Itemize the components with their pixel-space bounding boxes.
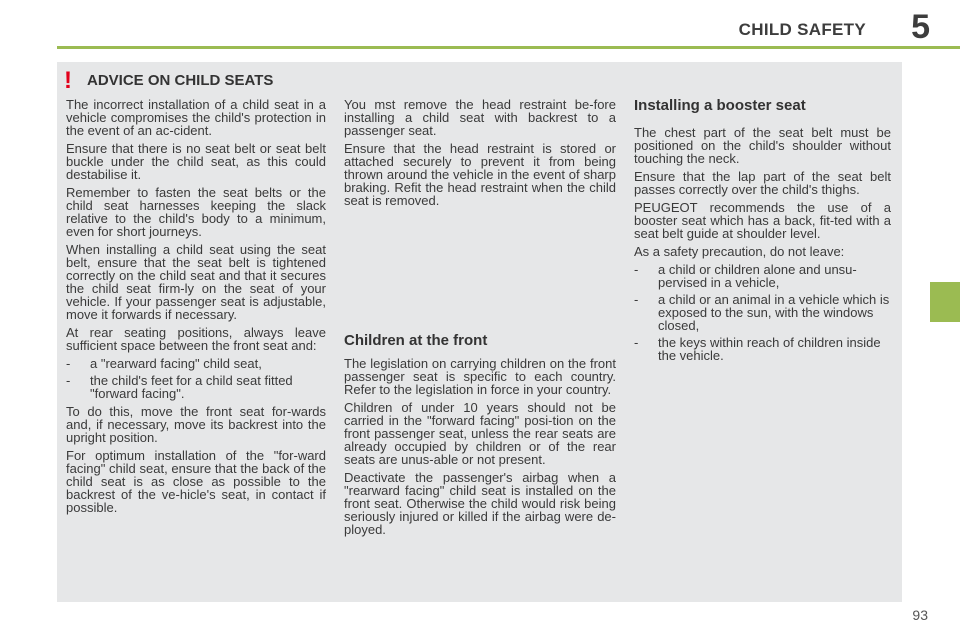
chapter-number: 5	[911, 8, 930, 46]
list-item: - the keys within reach of children inside the vehicle.	[634, 335, 881, 363]
column-left	[66, 98, 326, 519]
paragraph: Ensure that there is no seat belt or seat belt buckle under the child seat, as this could destabilise it.	[66, 141, 326, 182]
paragraph: To do this, move the front seat for-wards and, if necessary, move its backrest into the upright position.	[66, 404, 326, 445]
paragraph: The legislation on carrying children on the front passenger seat is specific to each country. Refer to the legislation in force in your country.	[344, 356, 616, 397]
list-dash: -	[66, 373, 71, 388]
page-number: 93	[912, 607, 928, 623]
chapter-title: CHILD SAFETY	[738, 20, 866, 39]
booster-seat-heading: Installing a booster seat	[634, 97, 806, 114]
list-item: - a child or an animal in a vehicle which is exposed to the sun, with the windows closed,	[634, 292, 890, 333]
list-dash: -	[634, 292, 639, 307]
booster-seat-section	[634, 126, 891, 367]
warning-icon: !	[64, 67, 72, 94]
paragraph: Ensure that the head restraint is stored or attached securely to prevent it from being thrown around the vehicle in the event of sharp braking. Refit the head restraint when the child seat is removed.	[344, 141, 616, 208]
children-front-heading: Children at the front	[344, 332, 488, 349]
header-rule	[57, 46, 960, 49]
children-front-section	[344, 357, 616, 541]
paragraph: Ensure that the lap part of the seat belt passes correctly over the child's thighs.	[634, 169, 891, 197]
list-dash: -	[634, 335, 639, 350]
paragraph: For optimum installation of the "for-ward facing" child seat, ensure that the back of the child seat is as close as possible to the backrest of the ve-hicle's seat, in contact if possible.	[66, 448, 326, 515]
rear-space-list	[66, 357, 326, 400]
chapter-side-tab	[930, 282, 960, 322]
list-dash: -	[634, 262, 639, 277]
paragraph: When installing a child seat using the seat belt, ensure that the seat belt is tightened correctly on the child seat and that it secures the child seat firm-ly on the seat of your vehicle. If your passenger seat is adjustable, move it forwards if necessary.	[66, 242, 326, 322]
paragraph: At rear seating positions, always leave sufficient space between the front seat and:	[66, 325, 326, 353]
column-middle	[344, 98, 616, 212]
do-not-leave-list	[634, 263, 891, 362]
section-title: ADVICE ON CHILD SEATS	[87, 72, 274, 89]
paragraph: As a safety precaution, do not leave:	[634, 244, 845, 259]
list-item: - a "rearward facing" child seat,	[66, 356, 262, 371]
list-item: - a child or children alone and unsu-pervised in a vehicle,	[634, 262, 857, 290]
paragraph: Deactivate the passenger's airbag when a "rearward facing" child seat is installed on the front seat. Otherwise the child would risk being seriously injured or killed if the airbag were de-ployed.	[344, 470, 616, 537]
paragraph: The chest part of the seat belt must be positioned on the child's shoulder without touching the neck.	[634, 125, 891, 166]
list-item: - the child's feet for a child seat fitted "forward facing".	[66, 373, 293, 401]
paragraph: You mst remove the head restraint be-fore installing a child seat with backrest to a passenger seat.	[344, 97, 616, 138]
paragraph: Remember to fasten the seat belts or the child seat harnesses keeping the slack relative to the child's body to a minimum, even for short journeys.	[66, 185, 326, 239]
paragraph: PEUGEOT recommends the use of a booster seat which has a back, fit-ted with a seat belt guide at shoulder level.	[634, 200, 891, 241]
list-dash: -	[66, 356, 71, 371]
paragraph: The incorrect installation of a child seat in a vehicle compromises the child's protection in the event of an ac-cident.	[66, 97, 326, 138]
paragraph: Children of under 10 years should not be carried in the "forward facing" posi-tion on the front passenger seat, unless the rear seats are already occupied by children or of the rear seats are unus-able or not present.	[344, 400, 616, 467]
